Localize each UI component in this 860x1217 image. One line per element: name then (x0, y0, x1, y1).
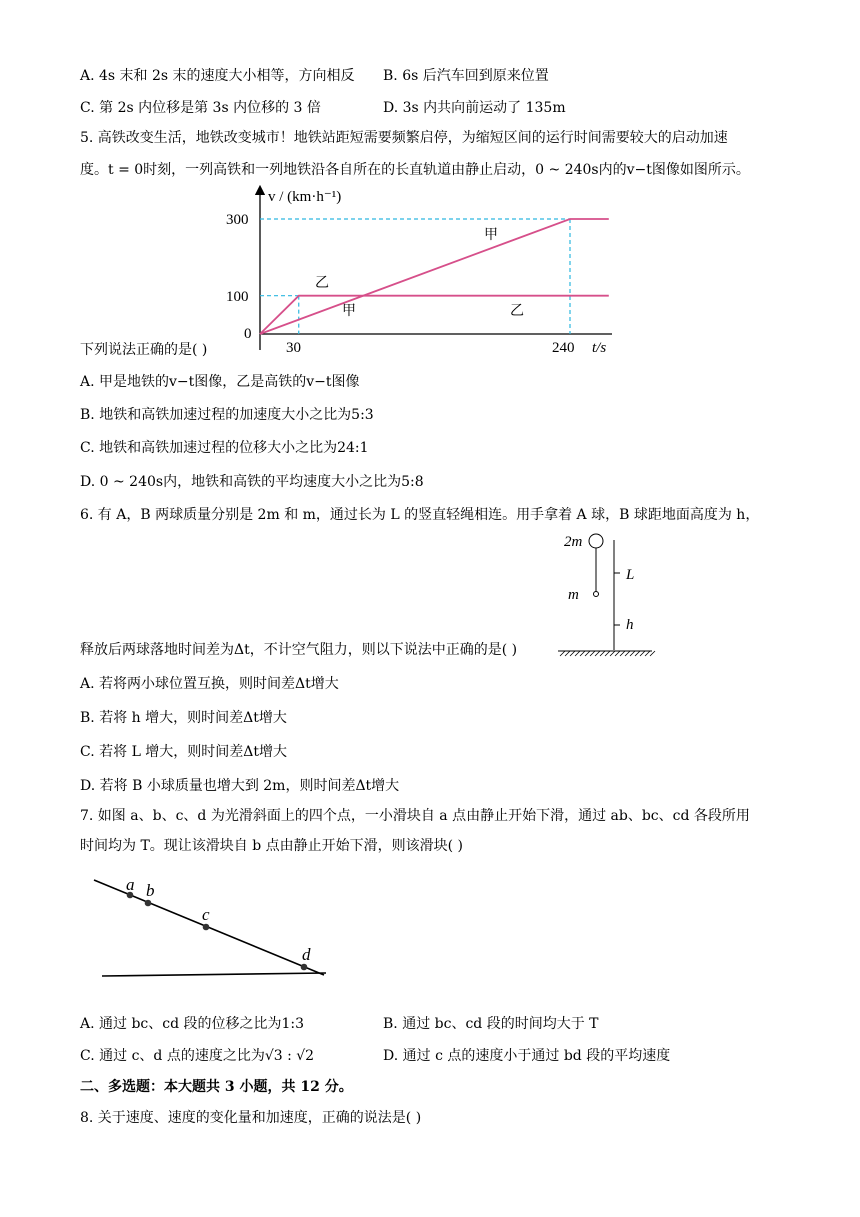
x-axis-label: t/s (592, 340, 607, 356)
label-d: d (302, 945, 311, 964)
q6-option-a: A. 若将两小球位置互换，则时间差Δt增大 (80, 676, 339, 692)
q7-incline-figure (88, 866, 338, 982)
hatch-mark (595, 651, 600, 656)
q5-stem-line2: 度。t = 0时刻，一列高铁和一列地铁沿各自所在的长直轨道由静止启动，0 ~ 240s内的v−t图像如图所示。 (80, 162, 750, 178)
hatch-mark (560, 651, 565, 656)
y-tick-300: 300 (226, 212, 249, 228)
hatch-mark (610, 651, 615, 656)
point-c (203, 924, 210, 931)
q5-option-c: C. 地铁和高铁加速过程的位移大小之比为24:1 (80, 440, 369, 456)
q4-option-b: B. 6s 后汽车回到原来位置 (383, 68, 549, 84)
q6-option-d: D. 若将 B 小球质量也增大到 2m，则时间差Δt增大 (80, 778, 400, 794)
hatch-mark (650, 651, 655, 656)
hatch-mark (615, 651, 620, 656)
q6-option-c: C. 若将 L 增大，则时间差Δt增大 (80, 744, 288, 760)
ball-a (589, 534, 603, 548)
label-2m: 2m (564, 534, 583, 550)
q7-option-c: C. 通过 c、d 点的速度之比为√3 : √2 (80, 1048, 315, 1064)
section-heading-multi-choice: 二、多选题：本大题共 3 小题，共 12 分。 (80, 1079, 353, 1095)
x-tick-30: 30 (286, 340, 301, 356)
hatch-mark (575, 651, 580, 656)
q4-option-a: A. 4s 末和 2s 末的速度大小相等，方向相反 (80, 68, 355, 84)
q5-stem-line1: 5. 高铁改变生活，地铁改变城市！地铁站距短需要频繁启停，为缩短区间的运行时间需要较大的启动加速 (80, 130, 728, 146)
label-yi-lower: 乙 (510, 304, 524, 319)
label-L: L (626, 567, 635, 583)
q7-option-d: D. 通过 c 点的速度小于通过 bd 段的平均速度 (383, 1048, 671, 1064)
series-group (260, 219, 609, 334)
hatch-mark (580, 651, 585, 656)
q5-option-d: D. 0 ~ 240s内，地铁和高铁的平均速度大小之比为5:8 (80, 474, 424, 490)
q4-option-c: C. 第 2s 内位移是第 3s 内位移的 3 倍 (80, 100, 321, 116)
hatch-mark (645, 651, 650, 656)
hatch-mark (640, 651, 645, 656)
q5-vt-chart (200, 182, 620, 358)
hatch-mark (585, 651, 590, 656)
q8-stem-line1: 8. 关于速度、速度的变化量和加速度，正确的说法是( ) (80, 1110, 422, 1126)
q5-option-b: B. 地铁和高铁加速过程的加速度大小之比为5:3 (80, 407, 374, 423)
label-m: m (568, 587, 579, 603)
floor (102, 973, 326, 976)
hatch-mark (570, 651, 575, 656)
q5-prompt: 下列说法正确的是( ) (80, 342, 208, 358)
q6-option-b: B. 若将 h 增大，则时间差Δt增大 (80, 710, 287, 726)
hatch-mark (565, 651, 570, 656)
label-jia-lower: 甲 (342, 304, 356, 319)
hatch-mark (600, 651, 605, 656)
hatch-mark (630, 651, 635, 656)
label-jia-upper: 甲 (484, 228, 498, 243)
hatch-mark (625, 651, 630, 656)
y-tick-0: 0 (244, 326, 252, 342)
ball-b (594, 592, 599, 597)
q7-option-a: A. 通过 bc、cd 段的位移之比为1:3 (80, 1016, 305, 1032)
q7-stem-line1: 7. 如图 a、b、c、d 为光滑斜面上的四个点，一小滑块自 a 点由静止开始下滑，通过 ab、bc、cd 各段所用 (80, 808, 750, 824)
point-b (145, 900, 152, 907)
label-a: a (126, 875, 135, 894)
q6-stem-line2: 释放后两球落地时间差为Δt，不计空气阻力，则以下说法中正确的是( ) (80, 642, 518, 658)
y-axis-label: v / (km·h⁻¹) (268, 189, 342, 205)
q5-option-a: A. 甲是地铁的v−t图像，乙是高铁的v−t图像 (80, 374, 360, 390)
hatch-mark (605, 651, 610, 656)
point-d (301, 964, 308, 971)
series-line-jia (260, 219, 609, 334)
hatch-mark (590, 651, 595, 656)
label-b: b (146, 881, 155, 900)
label-c: c (202, 905, 210, 924)
hatch-mark (635, 651, 640, 656)
q7-option-b: B. 通过 bc、cd 段的时间均大于 T (383, 1016, 599, 1032)
ground-hatch (560, 651, 655, 656)
x-tick-240: 240 (552, 340, 575, 356)
q4-option-d: D. 3s 内共向前运动了 135m (383, 100, 566, 116)
hatch-mark (620, 651, 625, 656)
label-yi-upper: 乙 (315, 276, 329, 291)
q6-stem-line1: 6. 有 A，B 两球质量分别是 2m 和 m，通过长为 L 的竖直轻绳相连。用手拿着 A 球，B 球距地面高度为 h， (80, 507, 760, 523)
q6-two-ball-figure (558, 528, 658, 658)
label-h: h (626, 617, 634, 633)
q7-stem-line2: 时间均为 T。现让该滑块自 b 点由静止开始下滑，则该滑块( ) (80, 838, 464, 854)
y-tick-100: 100 (226, 289, 249, 305)
